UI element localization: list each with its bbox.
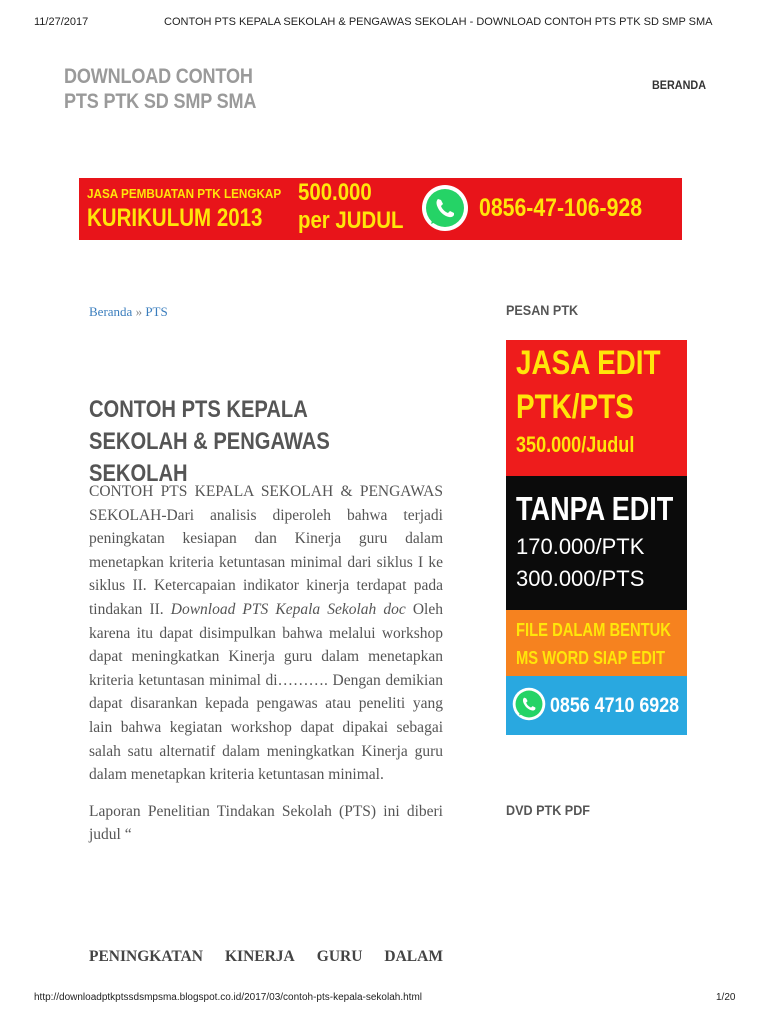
whatsapp-icon (512, 687, 546, 721)
breadcrumb-separator: » (135, 304, 143, 319)
banner-line1: JASA PEMBUATAN PTK LENGKAP (87, 186, 282, 201)
post-title: CONTOH PTS KEPALA SEKOLAH & PENGAWAS SEKOLAH (89, 396, 330, 487)
banner-line2: KURIKULUM 2013 (87, 204, 263, 232)
heading-word: DALAM (384, 948, 443, 965)
ad-line8: MS WORD SIAP EDIT (516, 648, 665, 668)
nav-home-link[interactable]: BERANDA (652, 78, 706, 92)
heading-word: GURU (316, 948, 363, 965)
post-body (89, 480, 443, 847)
site-title-line1: DOWNLOAD CONTOH (64, 65, 253, 88)
ad-line5: 170.000/PTK (516, 534, 645, 559)
sidebar-ad-jasa-edit[interactable] (506, 340, 687, 735)
breadcrumb (89, 304, 168, 320)
print-date: 11/27/2017 (34, 16, 89, 28)
ad-line2: PTK/PTS (516, 388, 634, 426)
post-p1-text-b: Oleh karena itu dapat disimpulkan bahwa melalui workshop dapat meningkatkan Kinerja guru dalam menetapkan kriteria ketuntasan minimal di………. Dengan demikian dapat disarankan kepada pengawas atau peneliti yang lain bahwa kegiatan workshop dapat dipakai sebagai salah satu alternatif dalam meningkatkan Kinerja guru dalam menetapkan kriteria ketuntasan minimal. (89, 600, 443, 784)
ad-line6: 300.000/PTS (516, 566, 645, 591)
post-paragraph-1 (89, 480, 443, 787)
breadcrumb-home-link[interactable]: Beranda (89, 304, 133, 319)
header-banner-ad[interactable] (79, 178, 682, 240)
heading-word: PENINGKATAN (89, 948, 203, 965)
widget-title-pesan-ptk: PESAN PTK (506, 302, 579, 318)
breadcrumb-pts-link[interactable]: PTS (145, 304, 168, 319)
post-paragraph-2: Laporan Penelitian Tindakan Sekolah (PTS) ini diberi judul “ (89, 802, 443, 844)
print-url: http://downloadptkptssdsmpsma.blogspot.co.id/2017/03/contoh-pts-kepala-sekolah.html (34, 992, 423, 1003)
whatsapp-icon (421, 184, 469, 232)
ad-line1: JASA EDIT (516, 344, 661, 382)
print-page-number: 1/20 (716, 992, 736, 1003)
ad-phone: 0856 4710 6928 (550, 694, 680, 717)
ad-line3: 350.000/Judul (516, 432, 635, 457)
site-title[interactable] (64, 64, 279, 114)
banner-per: per JUDUL (298, 207, 404, 234)
banner-price: 500.000 (298, 179, 372, 206)
heading-word: KINERJA (224, 948, 295, 965)
ad-line4: TANPA EDIT (516, 490, 674, 527)
ad-line7: FILE DALAM BENTUK (516, 620, 671, 640)
post-subheading (89, 948, 443, 966)
site-title-line2: PTS PTK SD SMP SMA (64, 90, 257, 113)
post-download-link[interactable]: Download PTS Kepala Sekolah doc (170, 600, 406, 618)
post-p1-text-a: CONTOH PTS KEPALA SEKOLAH & PENGAWAS SEKOLAH-Dari analisis diperoleh bahwa terjadi peningkatan kesiapan dan Kinerja guru dalam menetapkan kriteria ketuntasan minimal dari siklus I ke siklus II. Ketercapaian indikator kinerja terdapat pada tindakan II. (89, 483, 443, 618)
print-title: CONTOH PTS KEPALA SEKOLAH & PENGAWAS SEKOLAH - DOWNLOAD CONTOH PTS PTK SD SMP SMA (164, 16, 713, 28)
banner-phone: 0856-47-106-928 (479, 194, 643, 222)
widget-title-dvd-ptk: DVD PTK PDF (506, 802, 591, 818)
